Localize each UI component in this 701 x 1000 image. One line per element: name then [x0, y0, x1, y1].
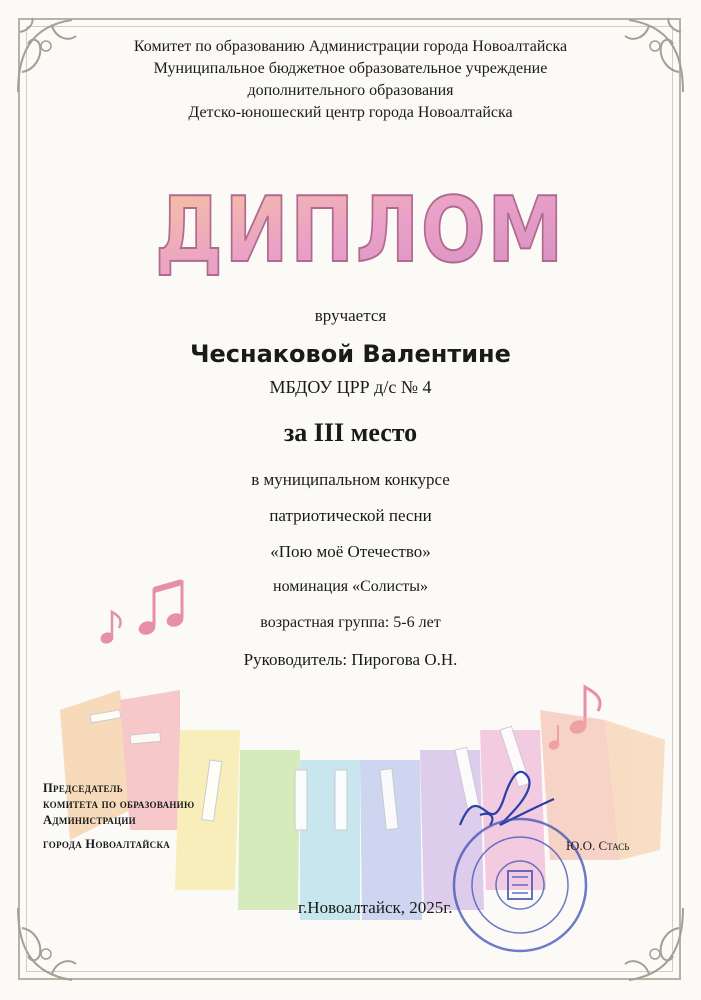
recipient-name: Чеснаковой Валентине: [190, 340, 511, 368]
supervisor: Руководитель: Пирогова О.Н.: [243, 650, 458, 669]
recipient-org: МБДОУ ЦРР д/с № 4: [269, 377, 432, 397]
place-and-date: г.Новоалтайск, 2025г.: [298, 898, 453, 917]
music-notes-icon: [95, 570, 195, 650]
chair-title-line-2: комитета по образованию: [43, 797, 195, 811]
diploma-title: [150, 175, 570, 283]
contest-name: «Пою моё Отечество»: [270, 542, 431, 561]
header-line-institution: Муниципальное бюджетное образовательное учреждение: [153, 60, 548, 77]
age-group: возрастная группа: 5-6 лет: [260, 614, 441, 631]
contest-line-1: в муниципальном конкурсе: [251, 470, 450, 489]
nomination: номинация «Солисты»: [273, 578, 428, 595]
awarded-text: вручается: [314, 306, 387, 325]
chair-title-line-1: Председатель: [43, 781, 123, 795]
official-stamp: [450, 815, 590, 955]
chair-title-line-4: города Новоалтайска: [43, 837, 171, 851]
chair-title-line-3: Администрации: [43, 813, 136, 827]
header-line-education: дополнительного образования: [247, 82, 454, 99]
place-award: за III место: [283, 418, 418, 447]
header-line-center: Детско-юношеский центр города Новоалтайска: [188, 104, 513, 121]
header-line-committee: Комитет по образованию Администрации города Новоалтайска: [133, 38, 568, 55]
signer-name: Ю.О. Стась: [566, 838, 630, 853]
title-text: ДИПЛОМ: [155, 178, 565, 283]
contest-line-2: патриотической песни: [269, 506, 432, 525]
